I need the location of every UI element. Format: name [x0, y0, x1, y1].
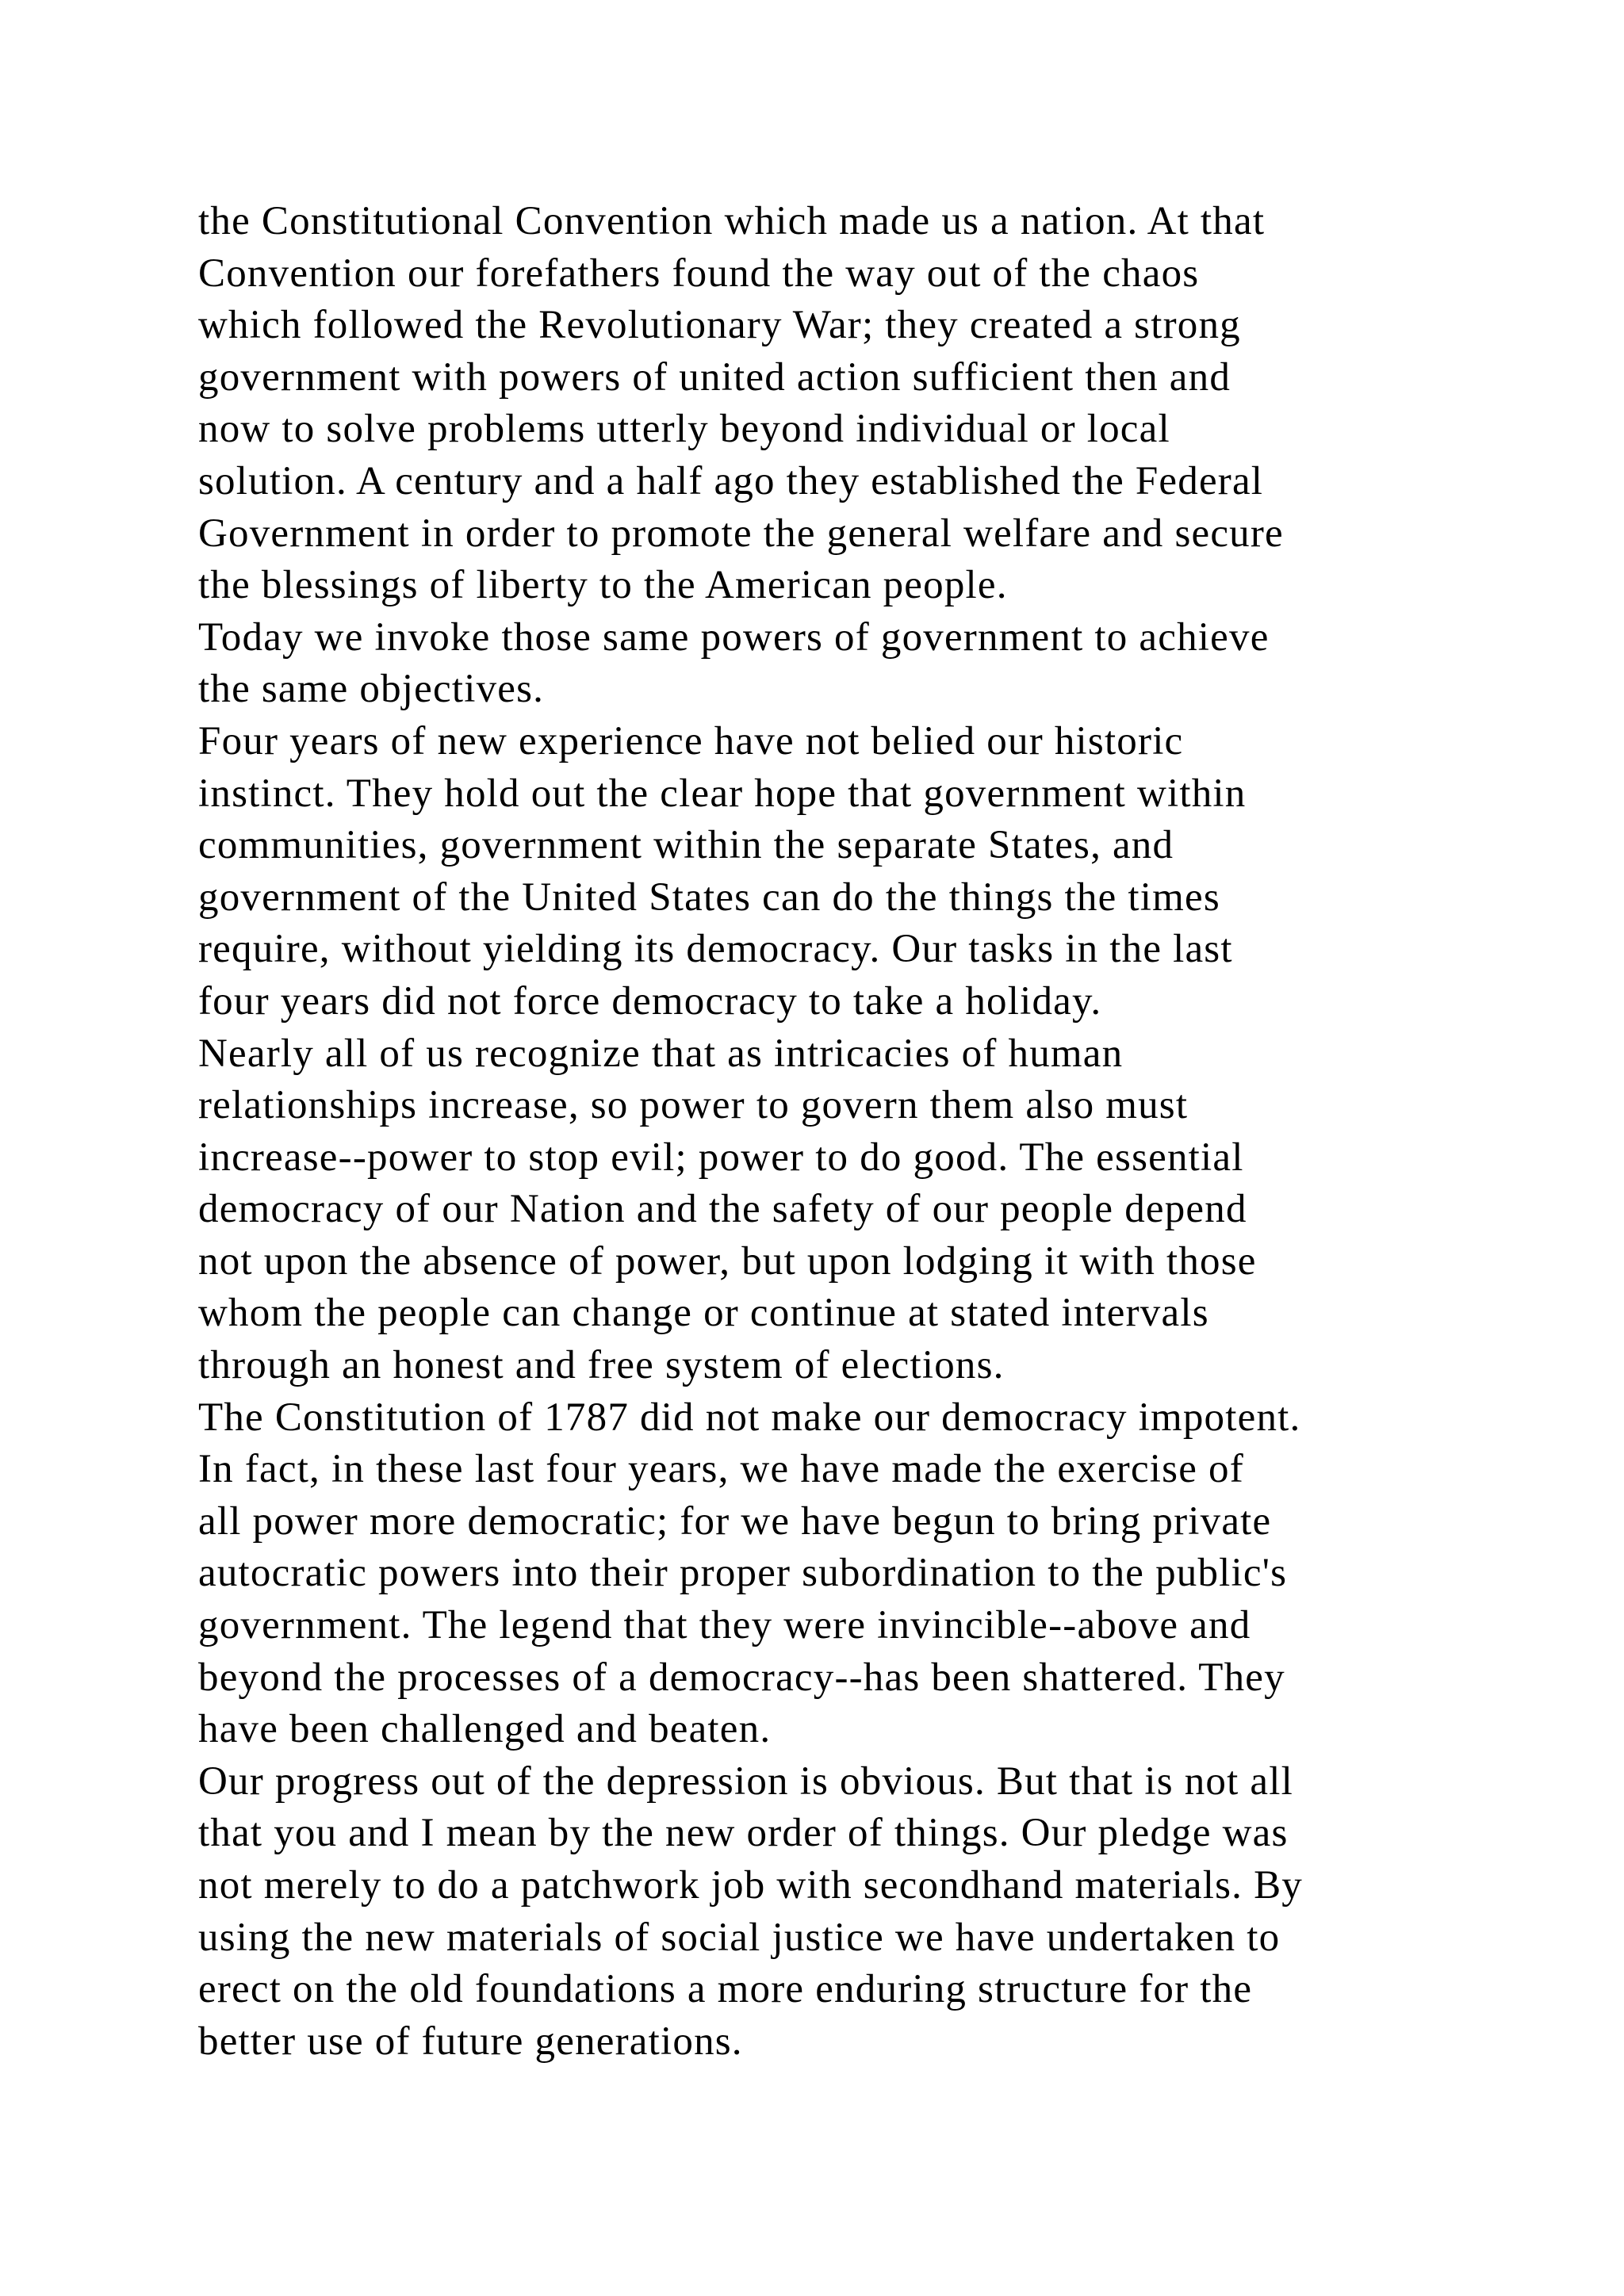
text-line: Convention our forefathers found the way out of the chaos: [198, 251, 1200, 296]
document-text: [198, 196, 1435, 2068]
text-line: erect on the old foundations a more enduring structure for the: [198, 1967, 1253, 2012]
text-line: communities, government within the separate States, and: [198, 823, 1174, 868]
text-line: not upon the absence of power, but upon lodging it with those: [198, 1238, 1257, 1284]
text-line: autocratic powers into their proper subordination to the public's: [198, 1551, 1288, 1596]
text-line: increase--power to stop evil; power to do good. The essential: [198, 1135, 1244, 1180]
text-line: through an honest and free system of elections.: [198, 1343, 1005, 1388]
text-line: which followed the Revolutionary War; they created a strong: [198, 303, 1241, 348]
text-line: the same objectives.: [198, 667, 545, 712]
text-line: Our progress out of the depression is obvious. But that is not all: [198, 1758, 1293, 1804]
text-line: government with powers of united action sufficient then and: [198, 354, 1231, 400]
text-line: better use of future generations.: [198, 2019, 743, 2064]
text-line: that you and I mean by the new order of things. Our pledge was: [198, 1811, 1289, 1856]
text-line: not merely to do a patchwork job with secondhand materials. By: [198, 1863, 1304, 1908]
text-line: Four years of new experience have not belied our historic: [198, 718, 1184, 763]
text-line: the Constitutional Convention which made us a nation. At that: [198, 199, 1266, 243]
text-line: solution. A century and a half ago they established the Federal: [198, 458, 1264, 503]
text-line: whom the people can change or continue at stated intervals: [198, 1291, 1209, 1336]
text-line: democracy of our Nation and the safety of our people depend: [198, 1187, 1247, 1232]
text-line: require, without yielding its democracy. Our tasks in the last: [198, 927, 1233, 972]
text-line: using the new materials of social justice we have undertaken to: [198, 1915, 1281, 1960]
text-line: relationships increase, so power to govern them also must: [198, 1083, 1189, 1128]
text-line: instinct. They hold out the clear hope that government within: [198, 771, 1247, 816]
text-line: Today we invoke those same powers of government to achieve: [198, 614, 1270, 660]
text-line: Government in order to promote the general welfare and secure: [198, 511, 1284, 556]
text-line: have been challenged and beaten.: [198, 1707, 772, 1752]
text-line: now to solve problems utterly beyond individual or local: [198, 407, 1170, 452]
text-line: Nearly all of us recognize that as intricacies of human: [198, 1031, 1124, 1076]
text-line: The Constitution of 1787 did not make our democracy impotent.: [198, 1395, 1301, 1440]
text-line: four years did not force democracy to take a holiday.: [198, 978, 1102, 1024]
text-line: all power more democratic; for we have begun to bring private: [198, 1498, 1272, 1544]
text-line: government. The legend that they were invincible--above and: [198, 1603, 1251, 1648]
text-line: beyond the processes of a democracy--has been shattered. They: [198, 1655, 1285, 1700]
text-line: government of the United States can do the things the times: [198, 874, 1220, 920]
text-line: In fact, in these last four years, we have made the exercise of: [198, 1447, 1244, 1492]
text-line: the blessings of liberty to the American people.: [198, 563, 1008, 608]
